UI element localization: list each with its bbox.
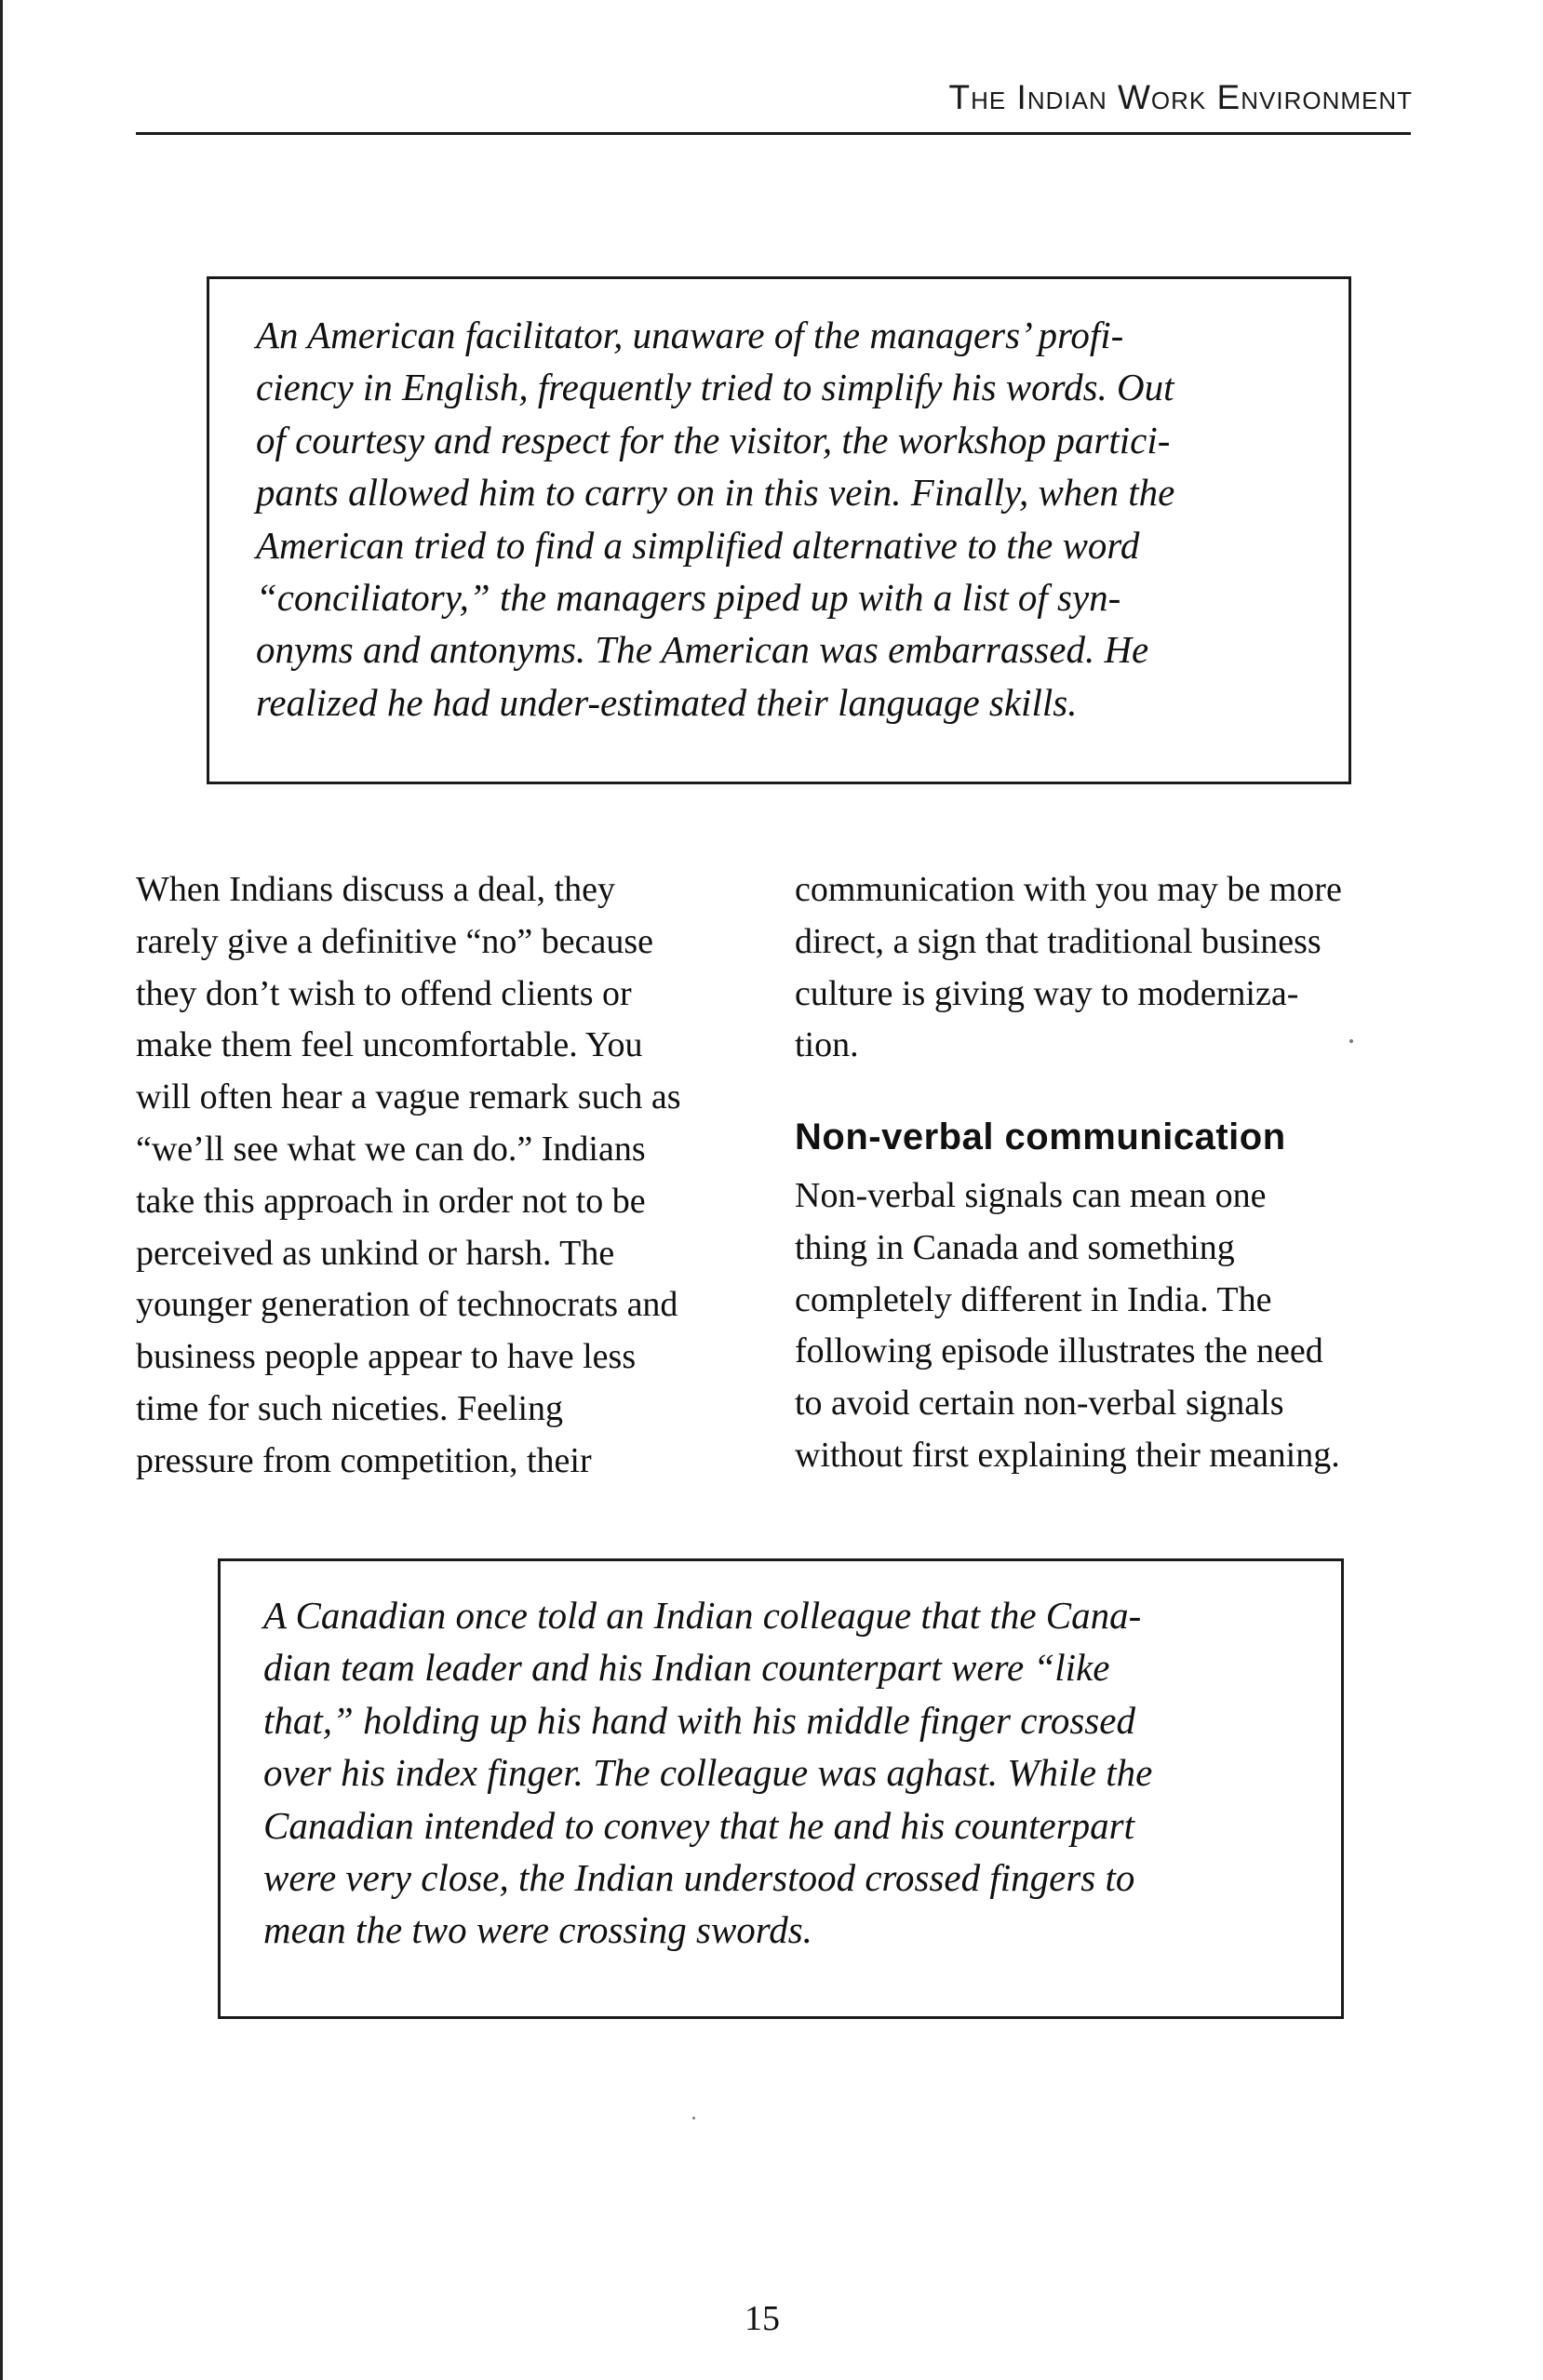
anecdote-line: An American facilitator, unaware of the managers’ profi- [256,314,1124,356]
page-edge-rule [0,0,3,2380]
scan-speck [692,2117,695,2119]
section-heading-non-verbal: Non-verbal communication [795,1116,1286,1157]
paragraph-line: Non-verbal signals can mean one [795,1176,1267,1215]
anecdote-line: pants allowed him to carry on in this vein. Finally, when the [256,471,1175,515]
paragraph-line: thing in Canada and something [795,1227,1235,1267]
paragraph-line: will often hear a vague remark such as [136,1077,681,1117]
paragraph-line: pressure from competition, their [136,1440,592,1480]
body-column-right-top [795,864,1428,1072]
anecdote-line: Canadian intended to convey that he and his counterpart [263,1803,1135,1847]
paragraph-line: younger generation of technocrats and [136,1285,678,1325]
paragraph-line: they don’t wish to offend clients or [136,973,632,1013]
paragraph-line: to avoid certain non-verbal signals [795,1384,1284,1424]
paragraph-line: direct, a sign that traditional business [795,921,1322,961]
anecdote-line: of courtesy and respect for the visitor, the workshop partici- [256,418,1171,461]
body-column-left [136,864,769,1488]
paragraph-line: tion. [795,1025,859,1065]
scan-speck [1349,1039,1353,1043]
paragraph-line: “we’ll see what we can do.” Indians [136,1129,646,1169]
paragraph-line: business people appear to have less [136,1337,637,1377]
header-rule [136,132,1411,135]
anecdote-line: American tried to find a simplified alternative to the word [256,523,1140,567]
running-header: The Indian Work Environment [948,78,1413,116]
anecdote-line: ciency in English, frequently tried to simplify his words. Out [256,366,1174,409]
paragraph-line: rarely give a definitive “no” because [136,921,653,961]
paragraph-line: time for such niceties. Feeling [136,1388,564,1428]
paragraph-line: make them feel uncomfortable. You [136,1025,643,1065]
anecdote-box-canadian-gesture [218,1558,1344,2019]
anecdote-line: A Canadian once told an Indian colleague that the Cana- [263,1594,1142,1637]
page-number: 15 [745,2299,780,2338]
anecdote-line: realized he had under-estimated their language skills. [256,680,1078,724]
anecdote-line: onyms and antonyms. The American was embarrassed. He [256,628,1149,672]
anecdote-line: that,” holding up his hand with his middle finger crossed [263,1698,1135,1742]
paragraph-line: completely different in India. The [795,1279,1272,1319]
anecdote-line: over his index finger. The colleague was aghast. While the [263,1751,1153,1795]
anecdote-line: dian team leader and his Indian counterpart were “like [263,1646,1110,1690]
body-column-right-bottom [795,1170,1428,1482]
anecdote-line: mean the two were crossing swords. [263,1908,812,1952]
paragraph-line: take this approach in order not to be [136,1181,646,1221]
paragraph-line: without first explaining their meaning. [795,1435,1340,1475]
paragraph-line: communication with you may be more [795,870,1342,909]
paragraph-line: following episode illustrates the need [795,1331,1323,1371]
paragraph-line: perceived as unkind or harsh. The [136,1233,615,1273]
anecdote-line: “conciliatory,” the managers piped up with a list of syn- [256,576,1121,620]
anecdote-line: were very close, the Indian understood crossed fingers to [263,1856,1135,1900]
paragraph-line: culture is giving way to moderniza- [795,973,1299,1013]
paragraph-line: When Indians discuss a deal, they [136,870,615,909]
anecdote-box-american-facilitator [207,276,1351,784]
